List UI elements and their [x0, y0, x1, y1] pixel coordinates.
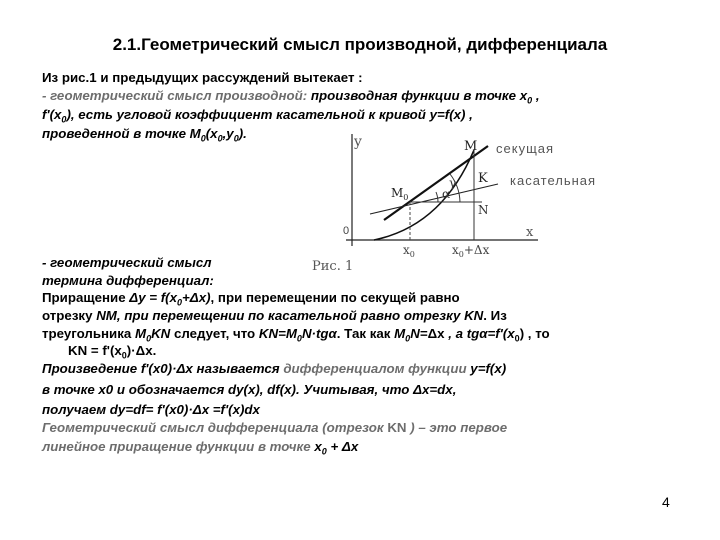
text-sub: 0 [146, 333, 152, 344]
text-run: (x [205, 126, 218, 141]
text-run: M [189, 126, 201, 141]
text-run: N·tgα [301, 326, 337, 341]
text-run: Из рис.1 и предыдущих рассуждений вытекает : [42, 70, 363, 85]
text-run: линейное приращение функции в точке [42, 439, 315, 454]
text-run: Произведение [42, 361, 141, 376]
label-secant: секущая [496, 141, 555, 156]
label-k: K [478, 171, 488, 186]
text-run: , [465, 107, 473, 122]
text-run: KN=M [258, 326, 297, 341]
text-line-13 [42, 401, 260, 419]
text-run: )·Δx. [126, 343, 157, 358]
text-run: Δy = f(x [129, 290, 178, 305]
text-line-12 [42, 381, 456, 399]
text-run: треугольника [42, 326, 135, 341]
text-run: - геометрический смысл производной: [42, 88, 311, 103]
axis-x-label: x [526, 225, 534, 240]
text-run: ,y [222, 126, 234, 141]
text-line-3 [42, 106, 473, 124]
text-run: KN [464, 308, 484, 323]
text-line-1 [42, 69, 363, 87]
label-m: M [464, 139, 478, 154]
label-m0: $M_0$ [391, 186, 409, 202]
text-sub: 0 [514, 333, 520, 344]
text-run: Геометрический смысл дифференциала (отрезок [42, 420, 388, 435]
text-sub: 0 [405, 333, 411, 344]
text-run: термина дифференциал: [42, 273, 214, 288]
text-line-6 [42, 272, 214, 290]
text-run: + Δx [326, 439, 359, 454]
text-run: ) , то [519, 326, 550, 341]
origin-label: 0 [343, 225, 350, 237]
text-run: f'(x [42, 107, 62, 122]
page-number: 4 [662, 494, 670, 510]
text-run: ) – это первое [406, 420, 508, 435]
text-run: . Из [483, 308, 507, 323]
figure-rис-1 [292, 128, 644, 274]
text-run: дифференциалом функции [283, 361, 471, 376]
text-sub: 0 [200, 133, 206, 144]
text-run: NM [96, 308, 117, 323]
text-run: +Δx) [182, 290, 211, 305]
slide-title: 2.1.Геометрический смысл производной, дифференциала [112, 35, 608, 54]
text-run: ). [238, 126, 247, 141]
text-sub: 0 [121, 350, 127, 361]
text-run: - геометрический смысл [42, 255, 212, 270]
text-run: , а tgα=f'(x [444, 326, 515, 341]
text-run: KN [387, 420, 407, 435]
text-line-15 [42, 438, 358, 456]
text-line-5 [42, 254, 212, 272]
text-line-2 [42, 87, 540, 105]
text-run: Приращение [42, 290, 130, 305]
text-line-11 [42, 360, 506, 378]
text-run: M [134, 326, 147, 341]
text-run: ), есть угловой коэффициент касательной к кривой [66, 107, 430, 122]
text-run: y=f(x) [429, 107, 466, 122]
text-sub: 0 [296, 333, 302, 344]
text-sub: 0 [321, 446, 327, 457]
text-run: N= [410, 326, 428, 341]
text-run: , при перемещении по секущей равно [210, 290, 460, 305]
text-run: KN = f'(x [68, 343, 122, 358]
text-run: , [532, 88, 540, 103]
label-n: N [478, 203, 489, 217]
text-run: в точке x0 и обозначается dy(x), df(x). Учитывая, что Δx=dx, [42, 382, 457, 397]
text-run: отрезку [42, 308, 97, 323]
text-sub: 0 [233, 133, 239, 144]
text-run: Δx [427, 326, 445, 341]
figure-caption: Рис. 1 [312, 259, 354, 274]
text-run: x [519, 88, 528, 103]
text-sub: 0 [217, 133, 223, 144]
text-run: M [394, 326, 406, 341]
label-gamma: γ [449, 176, 457, 190]
text-run: KN [151, 326, 171, 341]
label-x0: $x_0$ [403, 243, 415, 259]
text-run: . Так как [336, 326, 395, 341]
text-sub: 0 [527, 95, 533, 106]
text-line-14 [42, 419, 507, 437]
text-sub: 0 [177, 297, 183, 308]
text-line-10 [68, 342, 156, 360]
text-run: производная функции в точке [310, 88, 520, 103]
text-sub: 0 [61, 114, 67, 125]
text-run: x [314, 439, 322, 454]
text-run: проведенной в точке [42, 126, 190, 141]
text-line-7 [42, 289, 460, 307]
text-run: называется [192, 361, 284, 376]
text-run: , при перемещении по касательной равно отрезку [116, 308, 465, 323]
label-x0-plus-dx: $x_0+\Delta x$ [452, 243, 490, 259]
text-run: y=f(x) [470, 361, 507, 376]
label-alpha: α [442, 187, 451, 201]
text-run: следует, что [170, 326, 259, 341]
text-run: f'(x0)·Δx [140, 361, 193, 376]
axis-y-label: y [354, 134, 362, 150]
text-line-4 [42, 125, 247, 143]
label-tangent: касательная [510, 173, 597, 188]
text-run: получаем dy=df= f'(x0)·Δx =f'(x)dx [42, 402, 260, 417]
text-line-8 [42, 307, 507, 325]
text-line-9 [42, 325, 550, 343]
